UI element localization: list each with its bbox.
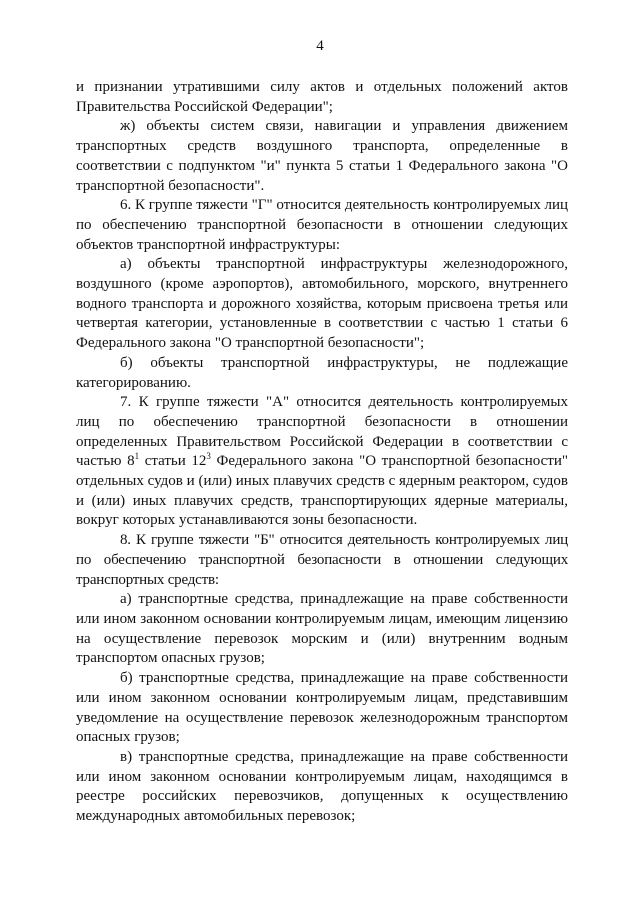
paragraph-8-item-v: в) транспортные средства, принадлежащие на праве собственности или ином законном основании контролируемым лицам, находящимся в реестре российских перевозчиков, допущенных к осуществлению международных автомобильных перевозок; xyxy=(76,748,568,825)
paragraph-8-item-a: а) транспортные средства, принадлежащие на праве собственности или ином законном основании контролируемым лицам, имеющим лицензию на осуществление перевозок морским и (или) внутренним водным транспортом опасных грузов; xyxy=(76,591,568,667)
page-number: 4 xyxy=(316,38,324,54)
paragraph-7-text-before: 7. К группе тяжести "А" относится деятельность контролируемых лиц по обеспечению транспортной безопасности в отношении определенных Правительством Российской Федерации в соответствии с частью 8 xyxy=(76,394,568,470)
paragraph-7-text-middle: статьи 12 xyxy=(139,453,207,470)
superscript-3: 3 xyxy=(206,451,211,462)
paragraph-6: 6. К группе тяжести "Г" относится деятельность контролируемых лиц по обеспечению транспортной безопасности в отношении следующих объектов транспортной инфраструктуры: xyxy=(76,197,568,253)
paragraph-7-text-after: Федерального закона "О транспортной безопасности" отдельных судов и (или) иных плавучих средств с ядерным реактором, судов и (или) иных плавучих средств, транспортирующих ядерные материалы, вокруг которых устанавливаются зоны безопасности. xyxy=(76,453,568,529)
paragraph-item-zh: ж) объекты систем связи, навигации и управления движением транспортных средств воздушного транспорта, определенные в соответствии с подпунктом "и" пункта 5 статьи 1 Федерального закона "О транспортной безопасности". xyxy=(76,118,568,194)
paragraph-8: 8. К группе тяжести "Б" относится деятельность контролируемых лиц по обеспечению транспортной безопасности в отношении следующих транспортных средств: xyxy=(76,532,568,588)
paragraph-8-item-b: б) транспортные средства, принадлежащие на праве собственности или ином законном основании контролируемым лицам, представившим уведомление на осуществление перевозок железнодорожным транспортом опасных грузов; xyxy=(76,670,568,746)
paragraph-continuation: и признании утратившими силу актов и отдельных положений актов Правительства Российской Федерации"; xyxy=(76,79,568,115)
paragraph-6-item-b: б) объекты транспортной инфраструктуры, не подлежащие категорированию. xyxy=(76,354,568,391)
paragraph-6-item-a: а) объекты транспортной инфраструктуры железнодорожного, воздушного (кроме аэропортов), автомобильного, морского, внутреннего водного транспорта и дорожного хозяйства, которым присвоена третья или четвертая категории, установленные в соответствии с частью 1 статьи 6 Федерального закона "О транспортной безопасности"; xyxy=(76,256,568,352)
paragraph-7 xyxy=(76,393,568,531)
superscript-1: 1 xyxy=(134,451,140,462)
document-body xyxy=(76,78,568,827)
